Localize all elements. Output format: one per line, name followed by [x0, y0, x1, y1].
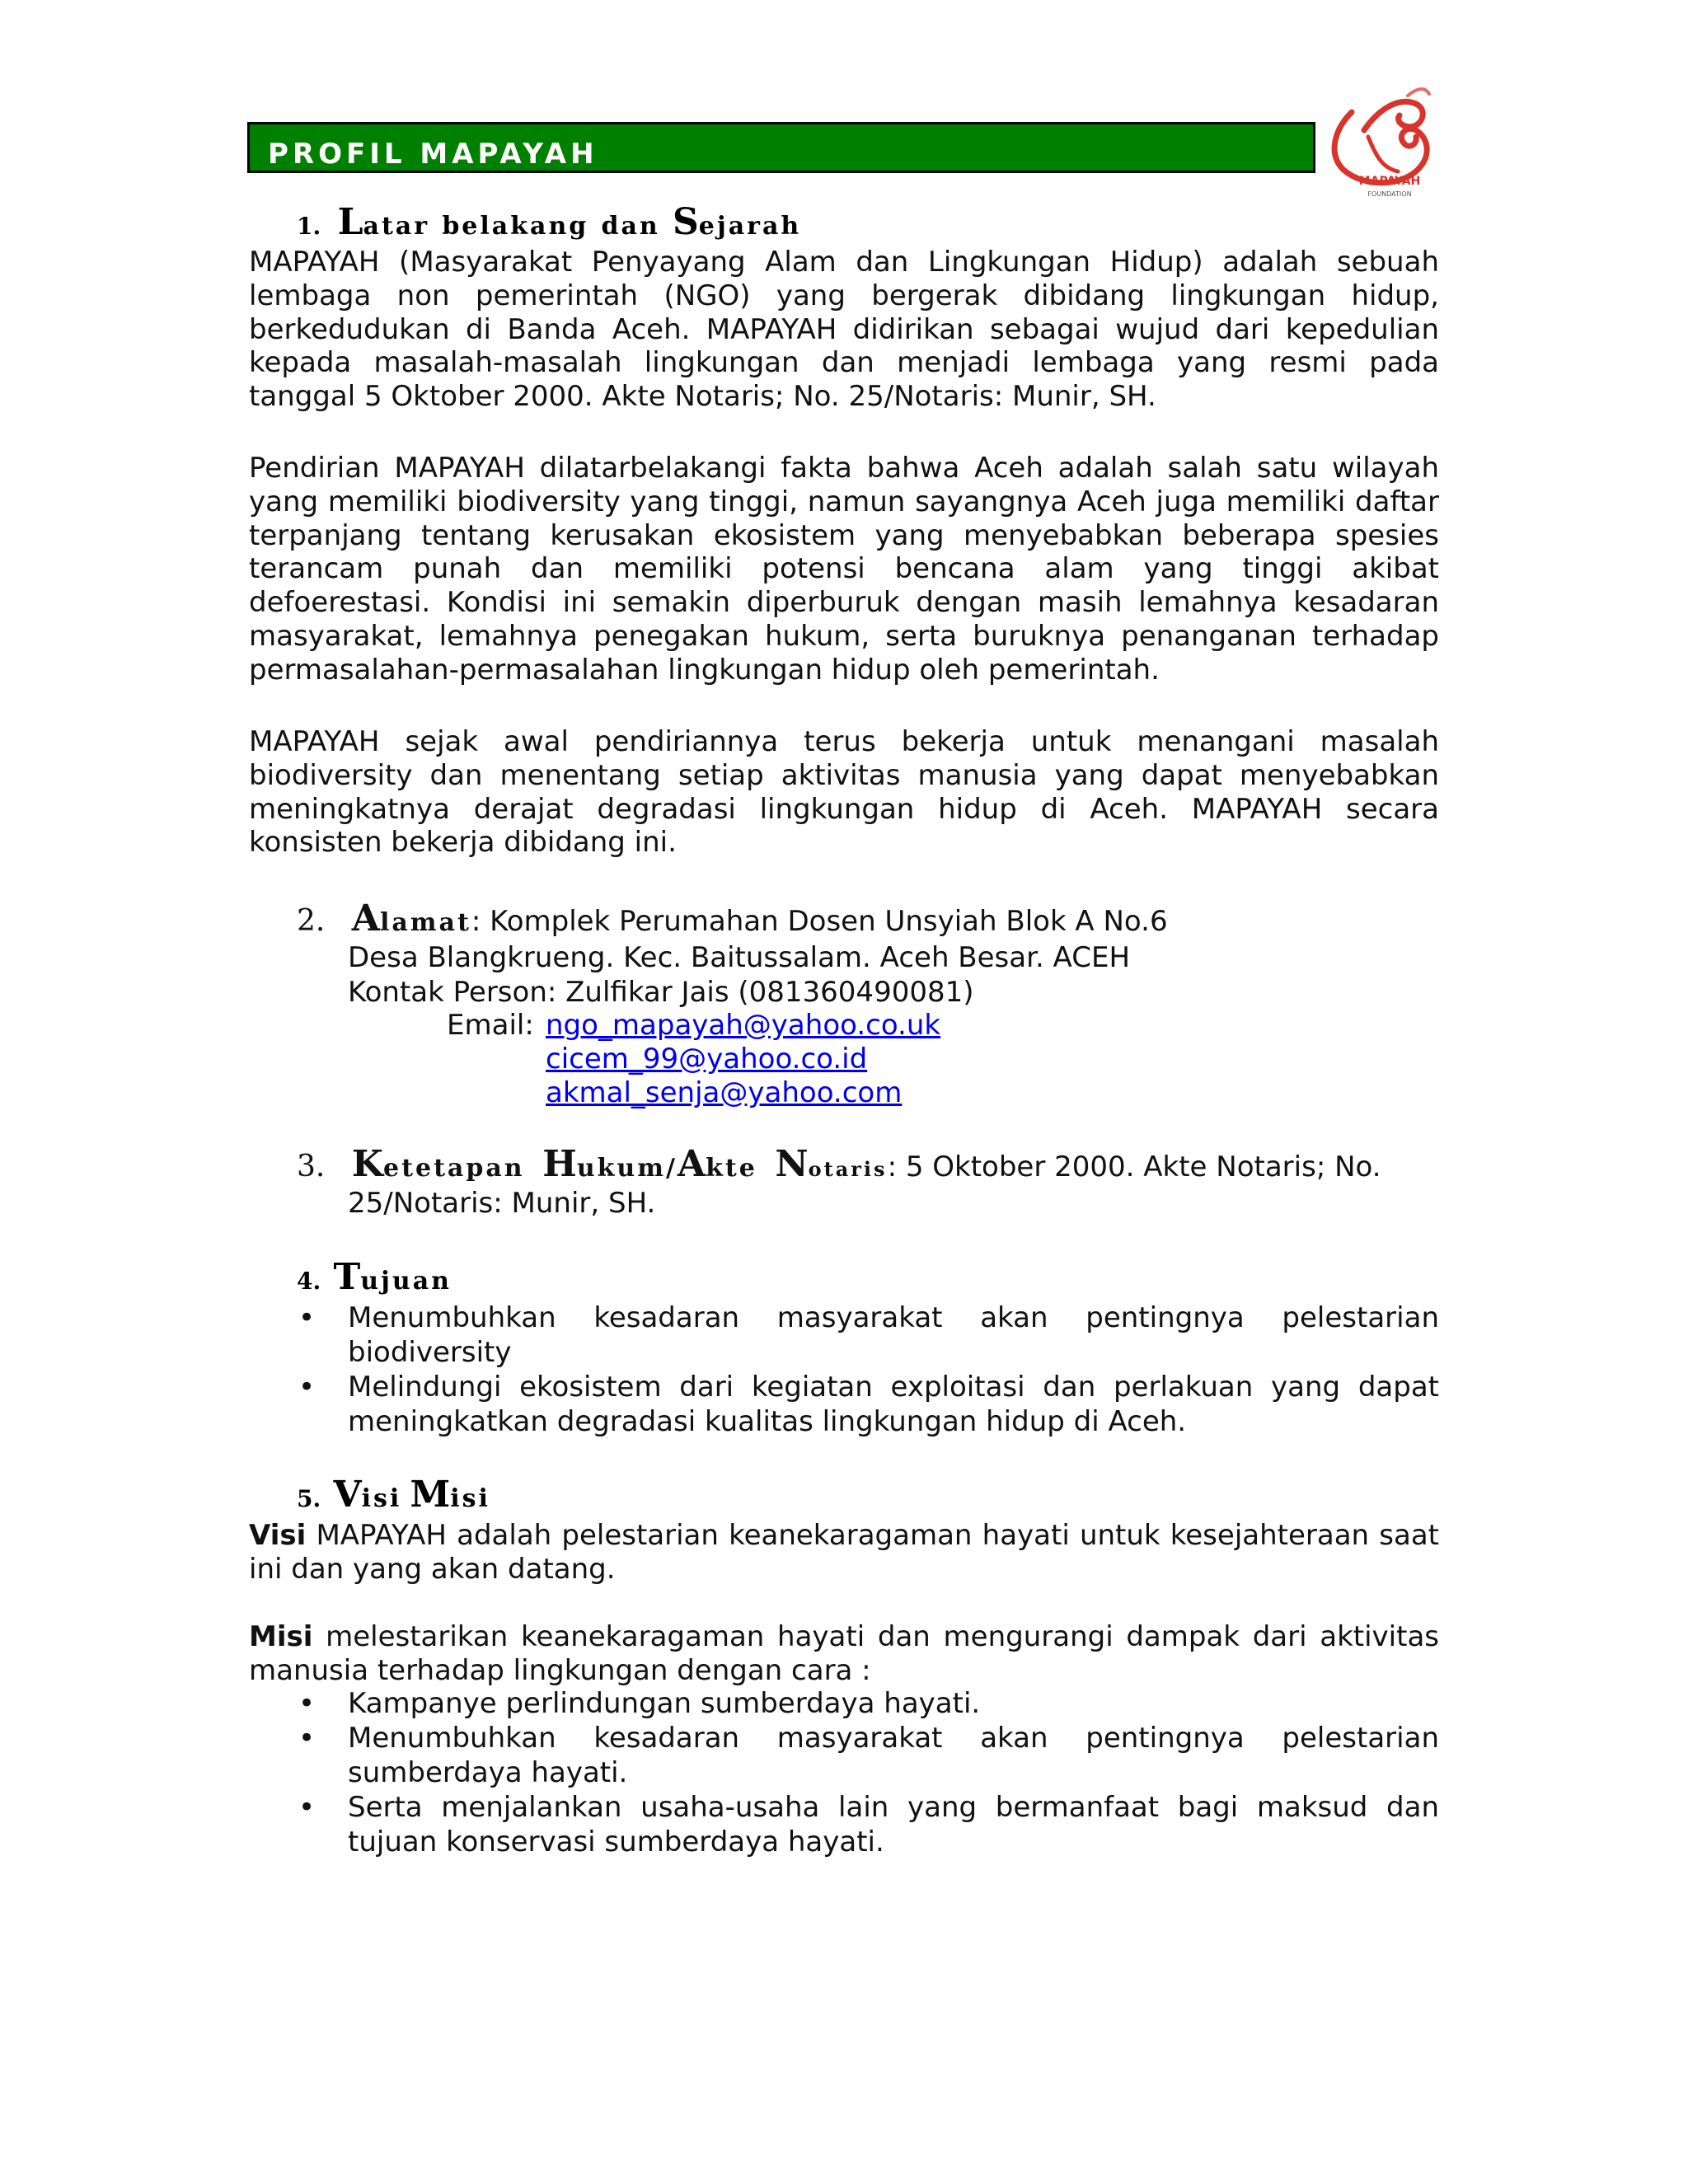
logo-subtext: FOUNDATION: [1367, 190, 1412, 198]
address-line-1: Komplek Perumahan Dosen Unsyiah Blok A No.6: [481, 905, 1168, 938]
section-number: 1.: [297, 213, 321, 240]
page-title: PROFIL MAPAYAH: [268, 138, 598, 171]
section-number: 3.: [297, 1150, 326, 1183]
logo-mark-icon: [1319, 79, 1451, 203]
legal-text-line-1: : 5 Oktober 2000. Akte Notaris; No.: [887, 1151, 1381, 1183]
section-2-address-line: 2. Alamat: Komplek Perumahan Dosen Unsyiah Blok A No.6: [297, 898, 1168, 940]
section-number: 2.: [297, 904, 326, 938]
tujuan-list: [348, 1301, 1439, 1439]
section-5-heading: 5. Visi Misi: [297, 1474, 490, 1516]
legal-text-line-2: 25/Notaris: Munir, SH.: [348, 1187, 656, 1220]
logo-text: MAPAYAH: [1358, 175, 1421, 188]
visi-paragraph: [249, 1519, 1439, 1586]
list-item: • Melindungi ekosistem dari kegiatan exploitasi dan perlakuan yang dapat meningkatkan degradasi kualitas lingkungan hidup di Aceh.: [348, 1370, 1439, 1439]
misi-label: Misi: [249, 1620, 313, 1653]
list-item: • Serta menjalankan usaha-usaha lain yang bermanfaat bagi maksud dan tujuan konservasi sumberdaya hayati.: [348, 1790, 1439, 1859]
section-3-legal: 3. Ketetapan Hukum/Akte Notaris: 5 Oktober 2000. Akte Notaris; No.: [297, 1143, 1381, 1185]
mapayah-logo: [1319, 79, 1451, 203]
misi-text: melestarikan keanekaragaman hayati dan mengurangi dampak dari aktivitas manusia terhadap lingkungan dengan cara :: [249, 1620, 1439, 1687]
title-banner: [247, 122, 1315, 173]
list-item: • Menumbuhkan kesadaran masyarakat akan pentingnya pelestarian biodiversity: [348, 1301, 1439, 1370]
section-number: 5.: [297, 1485, 321, 1512]
visi-label: Visi: [249, 1519, 307, 1552]
paragraph-history: MAPAYAH (Masyarakat Penyayang Alam dan Lingkungan Hidup) adalah sebuah lembaga non pemerintah (NGO) yang bergerak dibidang lingkungan hidup, berkedudukan di Banda Aceh. MAPAYAH didirikan sebagai wujud dari kepedulian kepada masalah-masalah lingkungan dan menjadi lembaga yang resmi pada tanggal 5 Oktober 2000. Akte Notaris; No. 25/Notaris: Munir, SH.: [249, 246, 1439, 414]
email-label: Email:: [447, 1009, 534, 1042]
section-4-heading: 4. Tujuan: [297, 1256, 452, 1298]
list-item: • Menumbuhkan kesadaran masyarakat akan pentingnya pelestarian sumberdaya hayati.: [348, 1721, 1439, 1790]
section-1-heading: 1. Latar belakang dan Sejarah: [297, 201, 802, 243]
paragraph-work: MAPAYAH sejak awal pendiriannya terus bekerja untuk menangani masalah biodiversity dan menentang setiap aktivitas manusia yang dapat menyebabkan meningkatnya derajat degradasi lingkungan hidup di Aceh. MAPAYAH secara konsisten bekerja dibidang ini.: [249, 725, 1439, 860]
email-link-2[interactable]: cicem_99@yahoo.co.id: [546, 1043, 868, 1076]
address-line-2: Desa Blangkrueng. Kec. Baitussalam. Aceh Besar. ACEH: [348, 941, 1131, 974]
email-link-1[interactable]: ngo_mapayah@yahoo.co.uk: [546, 1009, 941, 1042]
paragraph-background: Pendirian MAPAYAH dilatarbelakangi fakta bahwa Aceh adalah salah satu wilayah yang memiliki biodiversity yang tinggi, namun sayangnya Aceh juga memiliki daftar terpanjang tentang kerusakan ekosistem yang menyebabkan beberapa spesies terancam punah dan memiliki potensi bencana alam yang tinggi akibat defoerestasi. Kondisi ini semakin diperburuk dengan masih lemahnya kesadaran masyarakat, lemahnya penegakan hukum, serta buruknya penanganan terhadap permasalahan-permasalahan lingkungan hidup oleh pemerintah.: [249, 452, 1439, 687]
contact-person: Kontak Person: Zulfikar Jais (081360490081): [348, 976, 974, 1009]
visi-text: MAPAYAH adalah pelestarian keanekaragaman hayati untuk kesejahteraan saat ini dan yang akan datang.: [249, 1519, 1439, 1586]
list-item: • Kampanye perlindungan sumberdaya hayati.: [348, 1686, 1439, 1721]
section-number: 4.: [297, 1268, 321, 1295]
email-link-3[interactable]: akmal_senja@yahoo.com: [546, 1076, 903, 1109]
misi-list: [348, 1686, 1439, 1859]
misi-paragraph: [249, 1620, 1439, 1688]
